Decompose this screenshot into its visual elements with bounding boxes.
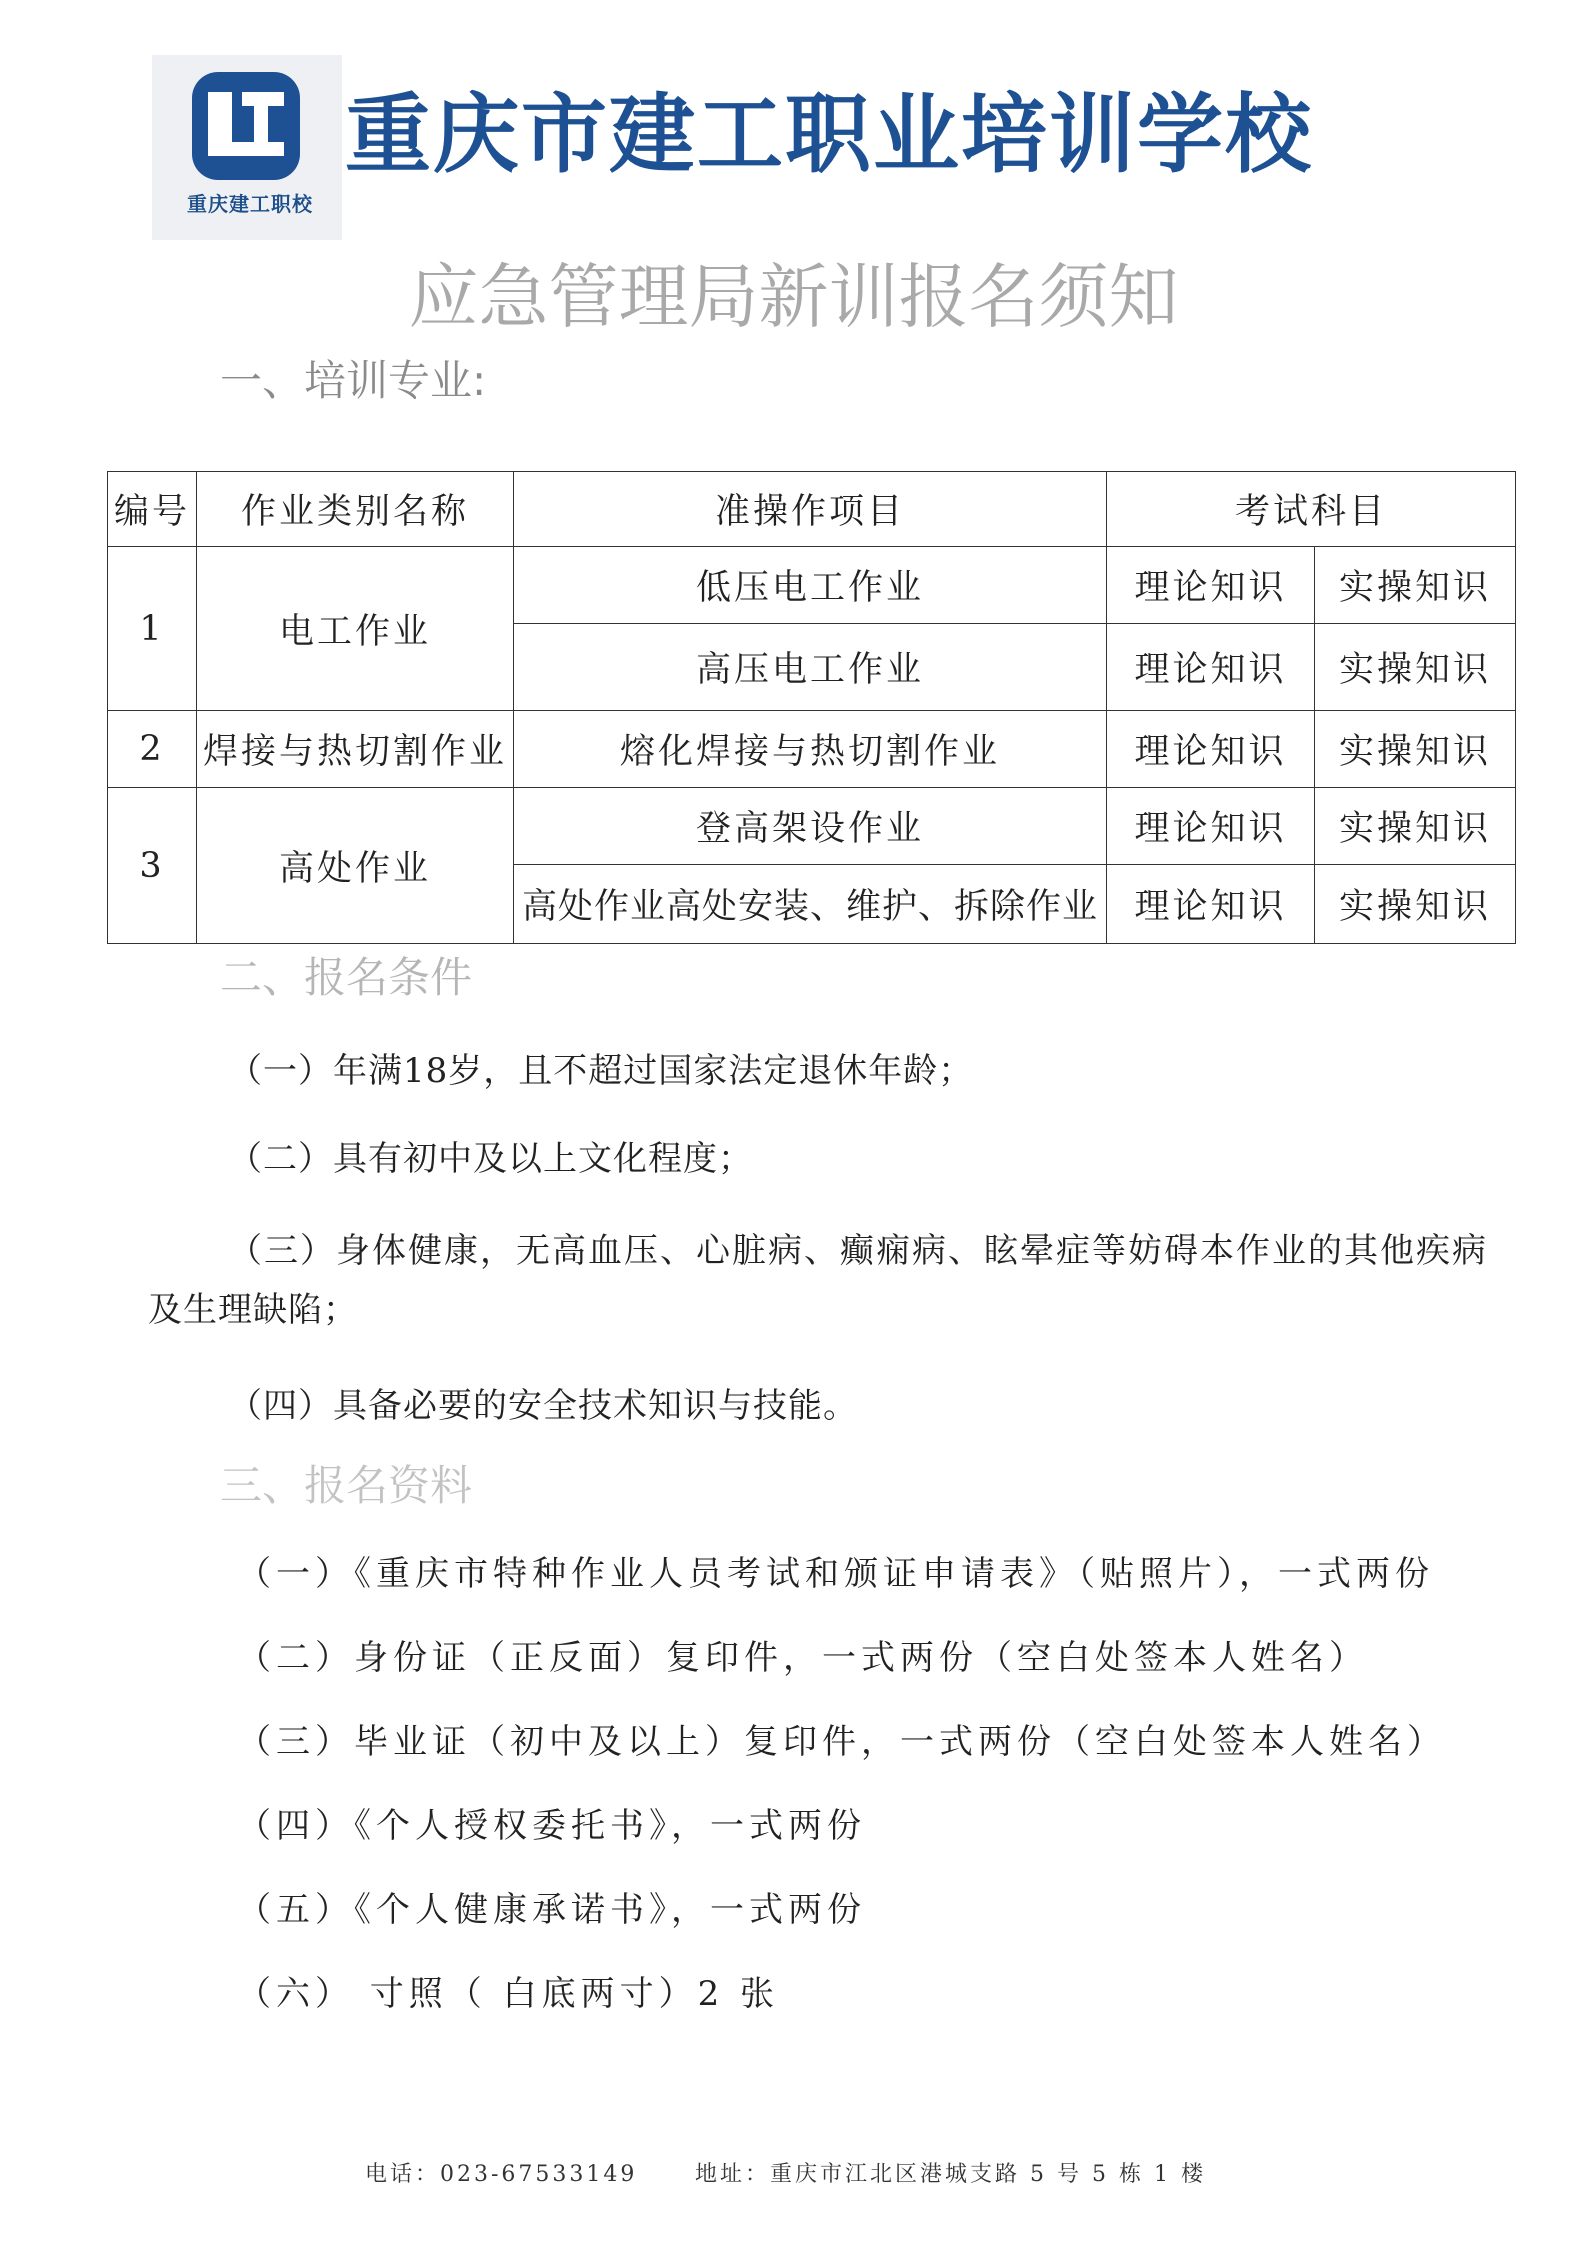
table-row xyxy=(108,711,1516,788)
row-project: 高处作业高处安装、维护、拆除作业 xyxy=(514,865,1107,944)
row-exam-theory: 理论知识 xyxy=(1107,624,1315,711)
material-item: （二）身份证（正反面）复印件，一式两份（空白处签本人姓名） xyxy=(237,1638,1368,1678)
row-exam-practice: 实操知识 xyxy=(1315,788,1516,865)
row-category: 电工作业 xyxy=(197,547,514,711)
material-item: （一）《重庆市特种作业人员考试和颁证申请表》（贴照片），一式两份 xyxy=(237,1554,1434,1594)
condition-item-continued: 及生理缺陷； xyxy=(148,1290,358,1330)
material-item: （五）《个人健康承诺书》，一式两份 xyxy=(237,1890,866,1930)
header-exam: 考试科目 xyxy=(1107,472,1516,547)
header-category: 作业类别名称 xyxy=(197,472,514,547)
footer-address: 地址：重庆市江北区港城支路 5 号 5 栋 1 楼 xyxy=(695,2162,1206,2187)
document-title: 应急管理局新训报名须知 xyxy=(408,256,1179,338)
row-project: 熔化焊接与热切割作业 xyxy=(514,711,1107,788)
condition-item: （三）身体健康，无高血压、心脏病、癫痫病、眩晕症等妨碍本作业的其他疾病 xyxy=(228,1231,1488,1271)
row-exam-practice: 实操知识 xyxy=(1315,624,1516,711)
row-number: 1 xyxy=(108,547,197,711)
row-project: 高压电工作业 xyxy=(514,624,1107,711)
row-exam-theory: 理论知识 xyxy=(1107,711,1315,788)
condition-item: （一）年满18岁，且不超过国家法定退休年龄； xyxy=(228,1051,974,1091)
row-exam-theory: 理论知识 xyxy=(1107,788,1315,865)
school-logo-icon xyxy=(190,70,302,182)
section-heading-materials: 三、报名资料 xyxy=(220,1461,473,1510)
row-category: 高处作业 xyxy=(197,788,514,944)
logo-caption: 重庆建工职校 xyxy=(187,192,313,216)
school-name: 重庆市建工职业培训学校 xyxy=(345,85,1313,185)
footer-phone: 电话：023-67533149 xyxy=(365,2162,638,2187)
material-item: （三）毕业证（初中及以上）复印件，一式两份（空白处签本人姓名） xyxy=(237,1722,1446,1762)
condition-item: （二）具有初中及以上文化程度； xyxy=(228,1139,753,1179)
row-category: 焊接与热切割作业 xyxy=(197,711,514,788)
header-number: 编号 xyxy=(108,472,197,547)
row-project: 低压电工作业 xyxy=(514,547,1107,624)
row-number: 2 xyxy=(108,711,197,788)
header-project: 准操作项目 xyxy=(514,472,1107,547)
row-exam-theory: 理论知识 xyxy=(1107,547,1315,624)
condition-item: （四）具备必要的安全技术知识与技能。 xyxy=(228,1386,858,1426)
row-exam-practice: 实操知识 xyxy=(1315,865,1516,944)
material-item: （四）《个人授权委托书》，一式两份 xyxy=(237,1806,866,1846)
table-header-row xyxy=(108,472,1516,547)
table-row xyxy=(108,547,1516,624)
row-project: 登高架设作业 xyxy=(514,788,1107,865)
row-number: 3 xyxy=(108,788,197,944)
section-heading-conditions: 二、报名条件 xyxy=(220,953,473,1002)
section-heading-training: 一、培训专业: xyxy=(220,356,487,405)
table-row xyxy=(108,788,1516,865)
training-table xyxy=(107,471,1516,944)
row-exam-practice: 实操知识 xyxy=(1315,711,1516,788)
material-item: （六） 寸照（ 白底两寸）2 张 xyxy=(237,1974,780,2014)
row-exam-practice: 实操知识 xyxy=(1315,547,1516,624)
row-exam-theory: 理论知识 xyxy=(1107,865,1315,944)
